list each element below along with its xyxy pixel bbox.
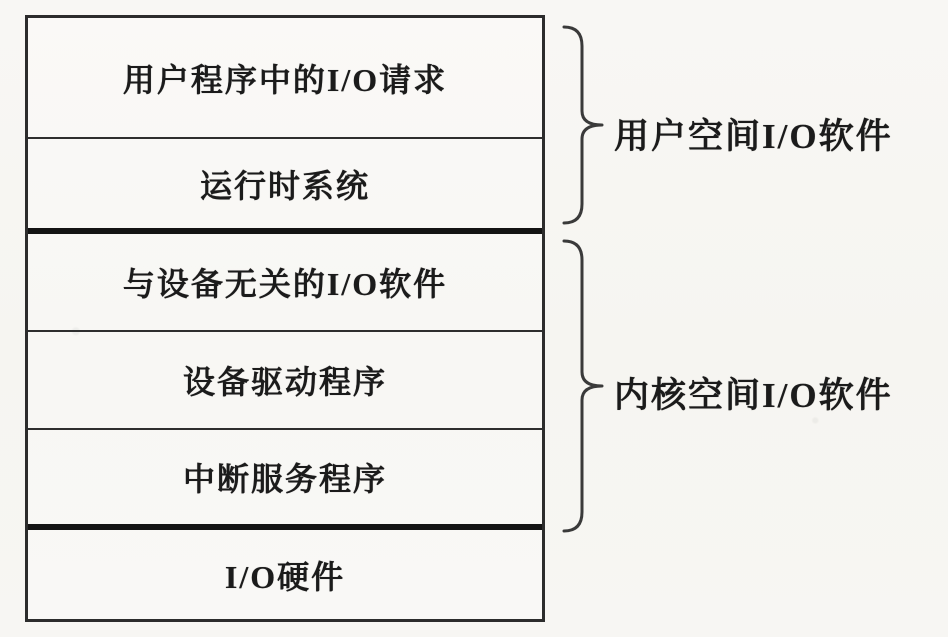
layer-runtime-system [28,139,542,234]
layer-device-driver [28,332,542,430]
layer-stack [25,15,545,622]
layer-label: 中断服务程序 [182,461,387,497]
layer-label: 与设备无关的I/O软件 [122,266,448,302]
layer-label: 用户程序中的I/O请求 [122,61,448,98]
layer-user-program-io-request [28,18,542,139]
layer-label: I/O硬件 [224,558,346,595]
group-label-user-space-io-software: 用户空间I/O软件 [614,117,893,156]
layer-interrupt-service-routine [28,430,542,530]
layer-label: 运行时系统 [199,167,370,204]
layer-io-hardware [28,530,542,619]
layer-device-independent-io-software [28,234,542,332]
group-label-kernel-space-io-software: 内核空间I/O软件 [614,376,893,415]
brace-kernel-space-icon [556,238,608,534]
layer-label: 设备驱动程序 [182,364,387,400]
brace-user-space-icon [556,24,608,226]
